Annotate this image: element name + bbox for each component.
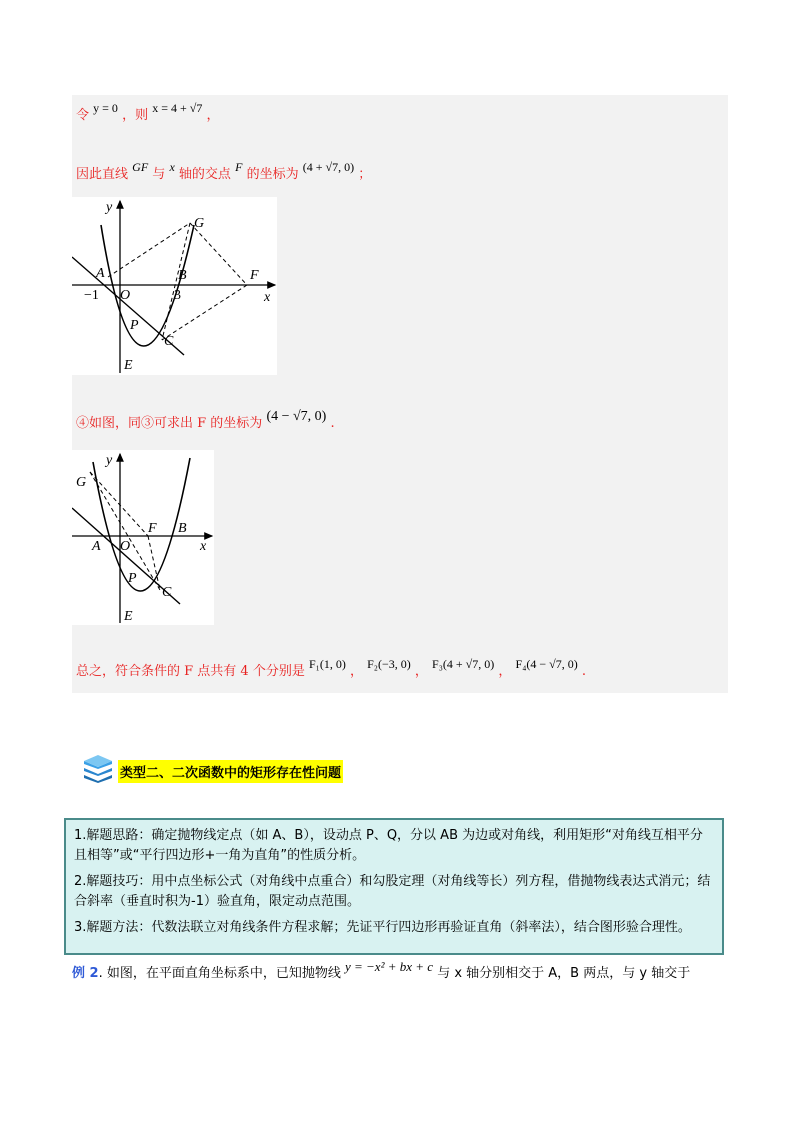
dashed-gf	[190, 223, 247, 285]
label-e: E	[124, 609, 133, 624]
text-sep: ，	[349, 664, 363, 679]
label-b: B	[178, 521, 187, 536]
math-coord-minus: (4 − √7, 0)	[266, 409, 327, 424]
label-a: A	[92, 539, 101, 554]
figure-1-diagram	[72, 197, 277, 375]
text-then: ，则	[122, 108, 149, 123]
tip-item: 2.解题技巧：用中点坐标公式（对角线中点重合）和勾股定理（对角线等长）列方程，借抛物线表达式消元；结合斜率（垂直时积为-1）验直角，限定动点范围。	[74, 874, 711, 909]
text-and: 与	[152, 167, 166, 182]
text-punct: ；	[358, 167, 372, 182]
dashed-gf	[90, 472, 148, 536]
label-y: y	[106, 453, 113, 468]
example-equation: y = −x² + bx + c	[344, 959, 434, 974]
solution-line-1	[76, 101, 220, 123]
tip-item: 3.解题方法：代数法联立对角线条件方程求解；先证平行四边形再验证直角（斜率法），结合图形验合理性。	[74, 920, 691, 935]
text-punct: .	[581, 664, 587, 679]
label-o: O	[120, 539, 131, 554]
text-axis-intersection: 轴的交点	[178, 167, 231, 182]
label-p: P	[128, 571, 137, 586]
label-x: x	[200, 539, 207, 554]
math-gf: GF	[132, 160, 149, 174]
example-2	[72, 959, 691, 981]
math-f: F	[235, 160, 243, 174]
stacked-books-icon	[82, 755, 114, 787]
label-o: O	[120, 288, 131, 303]
solution-line-2	[76, 160, 372, 182]
text-punct: .	[330, 416, 335, 431]
math-condition: y = 0	[93, 101, 118, 115]
label-minus-one: −1	[84, 288, 99, 303]
math-f4: F₄(4 − √7, 0)	[515, 657, 578, 671]
math-x: x	[169, 160, 175, 174]
text-conclusion: 总之，符合条件的 F 点共有 4 个分别是	[76, 664, 305, 679]
section-title: 类型二、二次函数中的矩形存在性问题	[118, 760, 343, 783]
tip-item: 1.解题思路：确定抛物线定点（如 A、B），设动点 P、Q，分以 AB 为边或对角线，利用矩形“对角线互相平分且相等”或“平行四边形+一角为直角”的性质分析。	[74, 828, 703, 863]
label-y: y	[106, 200, 113, 215]
label-e: E	[124, 358, 133, 373]
label-p: P	[130, 318, 139, 333]
math-f1: F₁(1, 0)	[308, 657, 346, 671]
parabola	[93, 458, 190, 591]
math-coord: (4 + √7, 0)	[302, 160, 355, 174]
figure-2	[72, 450, 214, 625]
text-punct: ，	[206, 108, 220, 123]
tips-box	[64, 818, 724, 955]
label-x: x	[264, 290, 271, 305]
label-three: 3	[174, 288, 181, 303]
label-a: A	[96, 266, 105, 281]
label-c: C	[162, 585, 172, 600]
example-text-pre: . 如图，在平面直角坐标系中，已知抛物线	[98, 966, 341, 981]
figure-1	[72, 197, 277, 375]
example-text-post: 与 x 轴分别相交于 A，B 两点，与 y 轴交于	[437, 966, 691, 981]
solution-line-4	[76, 657, 587, 679]
label-c: C	[164, 334, 174, 349]
text-coord-label: 的坐标为	[246, 167, 299, 182]
label-f: F	[148, 521, 157, 536]
text-sep: ，	[498, 664, 512, 679]
solution-line-3	[76, 409, 335, 432]
label-b: B	[178, 268, 187, 283]
math-f3: F₃(4 + √7, 0)	[432, 657, 495, 671]
label-f: F	[250, 268, 259, 283]
math-f2: F₂(−3, 0)	[367, 657, 411, 671]
text-similarly: ④如图，同③可求出 F 的坐标为	[76, 416, 263, 431]
text-let: 令	[76, 108, 90, 123]
text-therefore-line: 因此直线	[76, 167, 129, 182]
text-sep: ，	[414, 664, 428, 679]
figure-2-diagram	[72, 450, 214, 625]
label-g: G	[76, 475, 87, 490]
math-result: x = 4 + √7	[152, 101, 203, 115]
label-g: G	[194, 216, 205, 231]
section-heading	[82, 757, 343, 785]
example-label: 例 2	[72, 966, 99, 981]
